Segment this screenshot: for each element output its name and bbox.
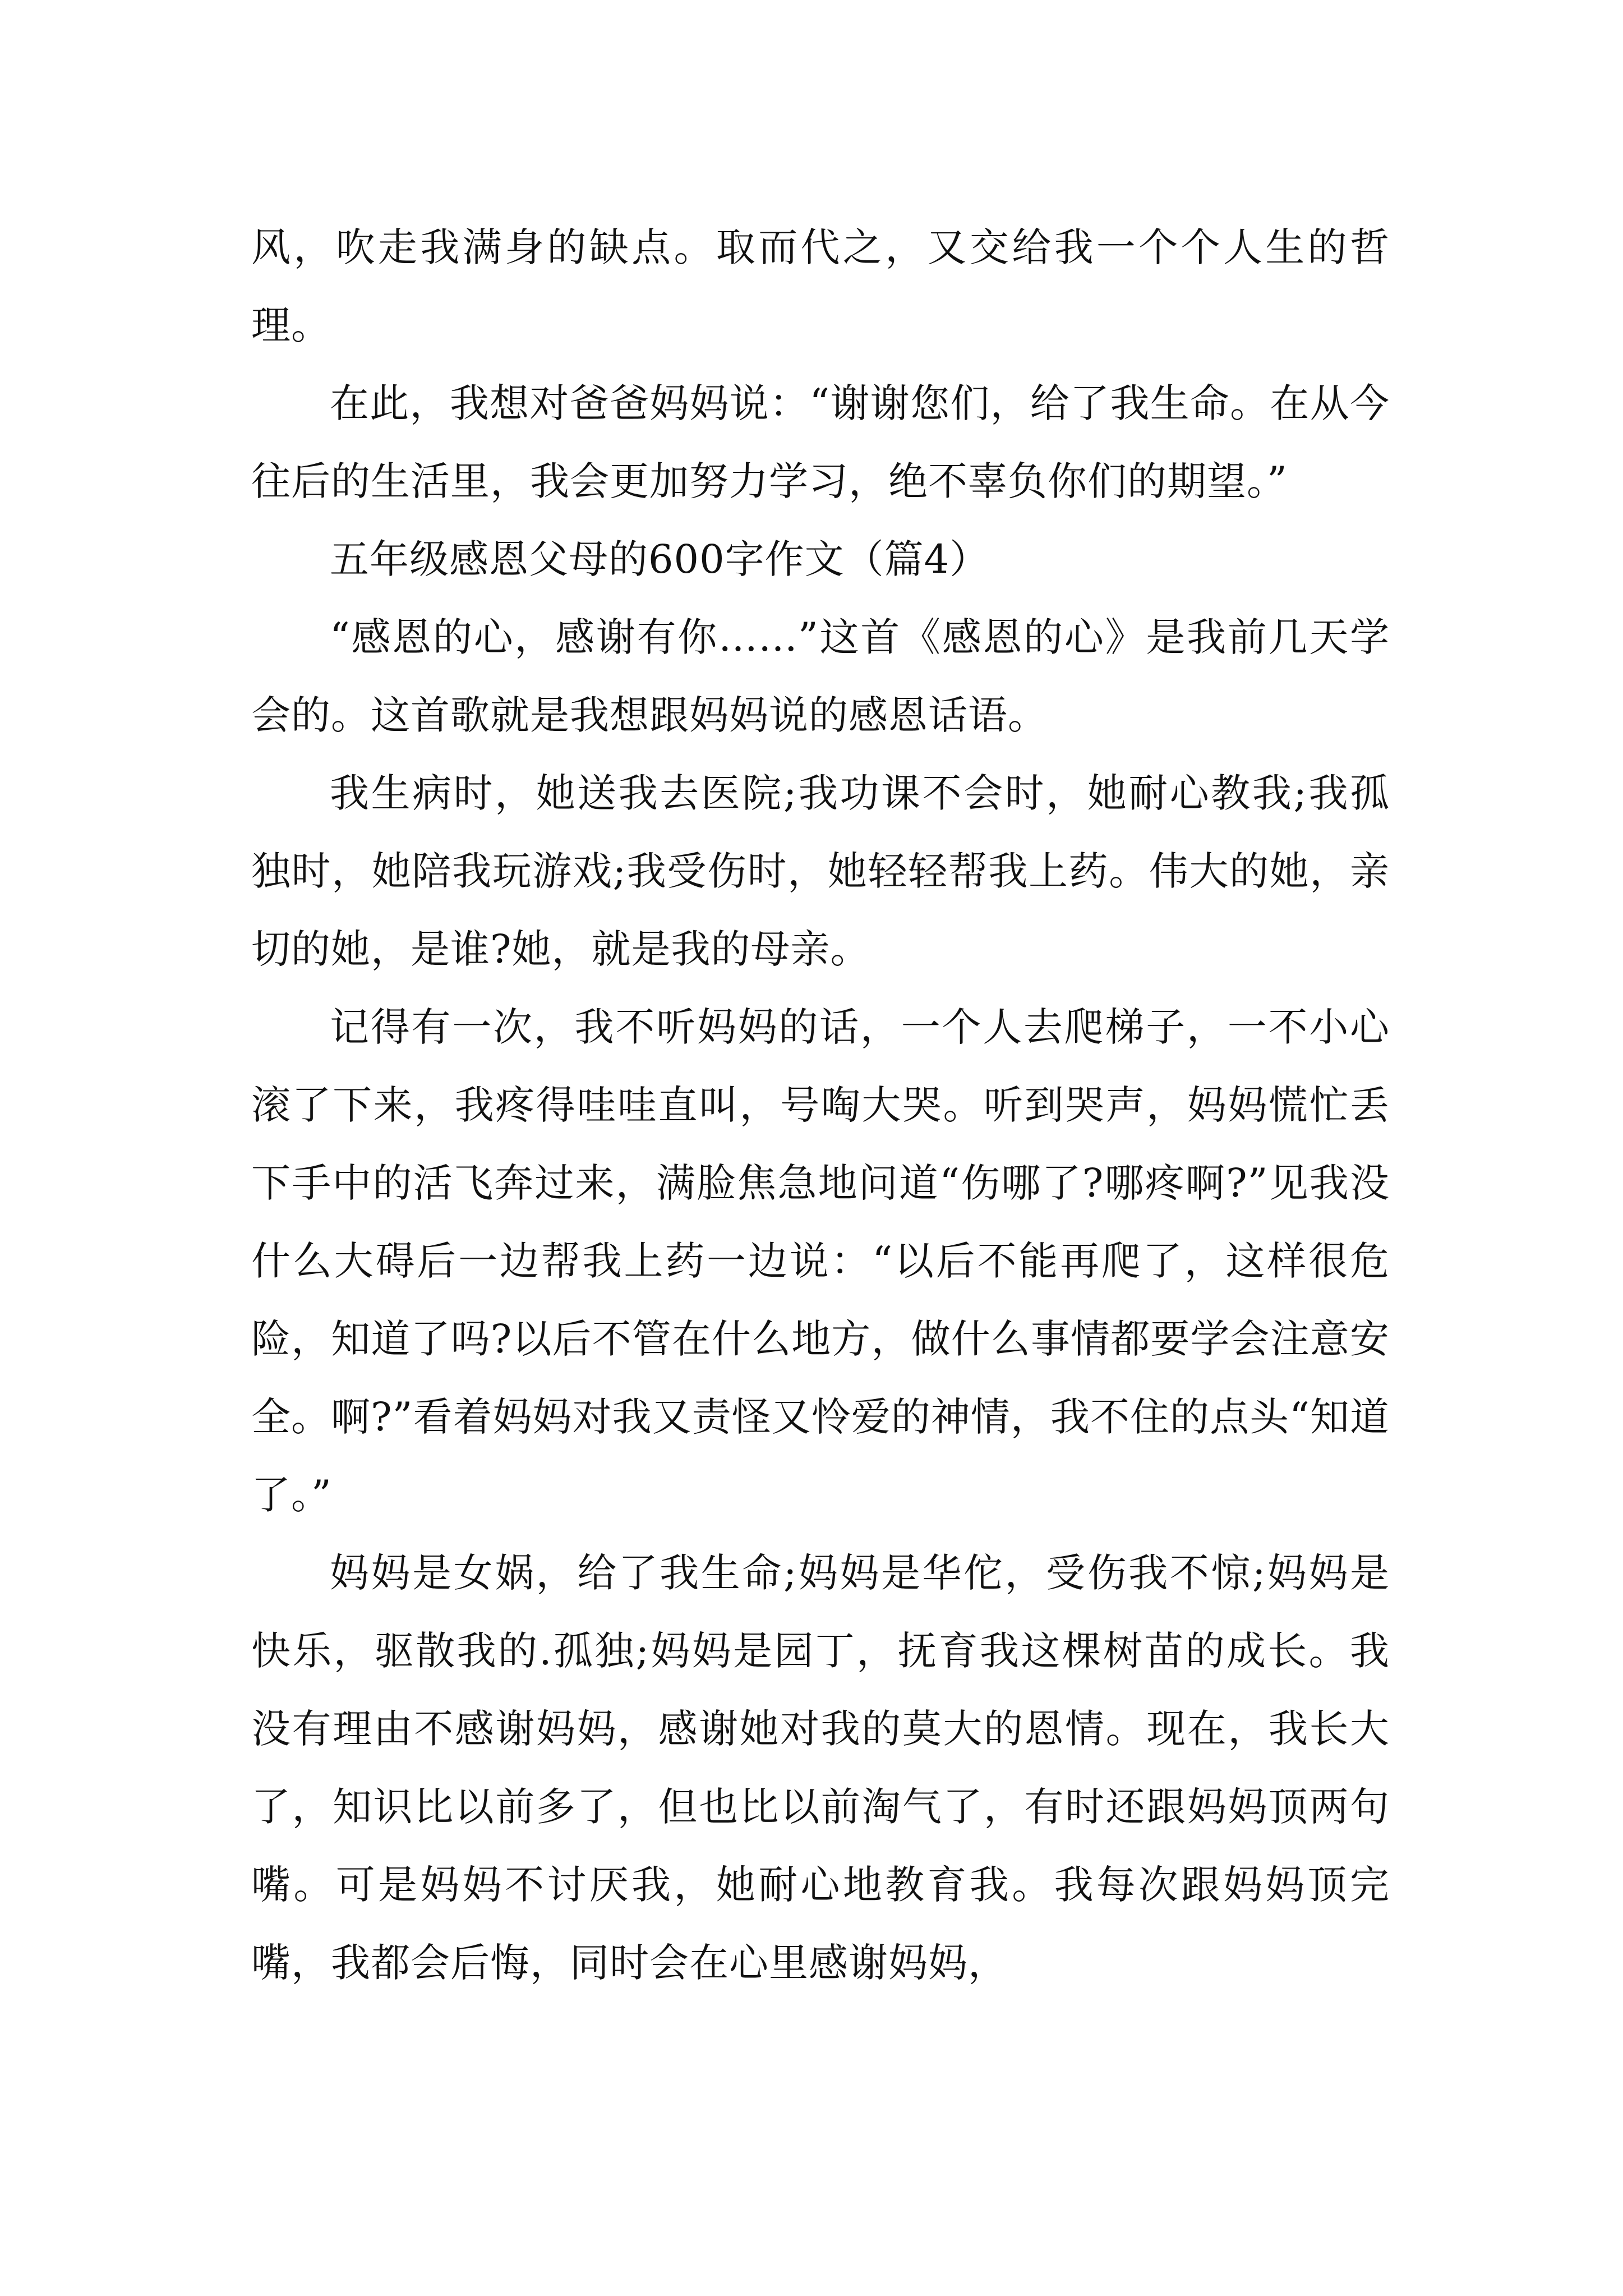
paragraph-1: 风，吹走我满身的缺点。取而代之，又交给我一个个人生的哲理。 bbox=[251, 224, 1390, 348]
paragraph-5: 记得有一次，我不听妈妈的话，一个人去爬梯子，一不小心滚了下来，我疼得哇哇直叫，号啕大哭。听到哭声，妈妈慌忙丢下手中的活飞奔过来，满脸焦急地问道“伤哪了?哪疼啊?”见我没什么大碍后一边帮我上药一边说：“以后不能再爬了，这样很危险，知道了吗?以后不管在什么地方，做什么事情都要学会注意安全。啊?”看着妈妈对我又责怪又怜爱的神情，我不住的点头“知道了。” bbox=[251, 1004, 1390, 1518]
section-heading: 五年级感恩父母的600字作文（篇4） bbox=[330, 536, 990, 582]
paragraph-6: 妈妈是女娲，给了我生命;妈妈是华佗，受伤我不惊;妈妈是快乐，驱散我的.孤独;妈妈是园丁，抚育我这棵树苗的成长。我没有理由不感谢妈妈，感谢她对我的莫大的恩情。现在，我长大了，知识比以前多了，但也比以前淘气了，有时还跟妈妈顶两句嘴。可是妈妈不讨厌我，她耐心地教育我。我每次跟妈妈顶完嘴，我都会后悔，同时会在心里感谢妈妈， bbox=[251, 1550, 1390, 1986]
document-body bbox=[251, 209, 1390, 2002]
paragraph-4: 我生病时，她送我去医院;我功课不会时，她耐心教我;我孤独时，她陪我玩游戏;我受伤时，她轻轻帮我上药。伟大的她，亲切的她，是谁?她，就是我的母亲。 bbox=[251, 770, 1390, 972]
paragraph-3: “感恩的心，感谢有你……”这首《感恩的心》是我前几天学会的。这首歌就是我想跟妈妈说的感恩话语。 bbox=[251, 614, 1390, 738]
paragraph-2: 在此，我想对爸爸妈妈说：“谢谢您们，给了我生命。在从今往后的生活里，我会更加努力学习，绝不辜负你们的期望。” bbox=[251, 380, 1390, 504]
